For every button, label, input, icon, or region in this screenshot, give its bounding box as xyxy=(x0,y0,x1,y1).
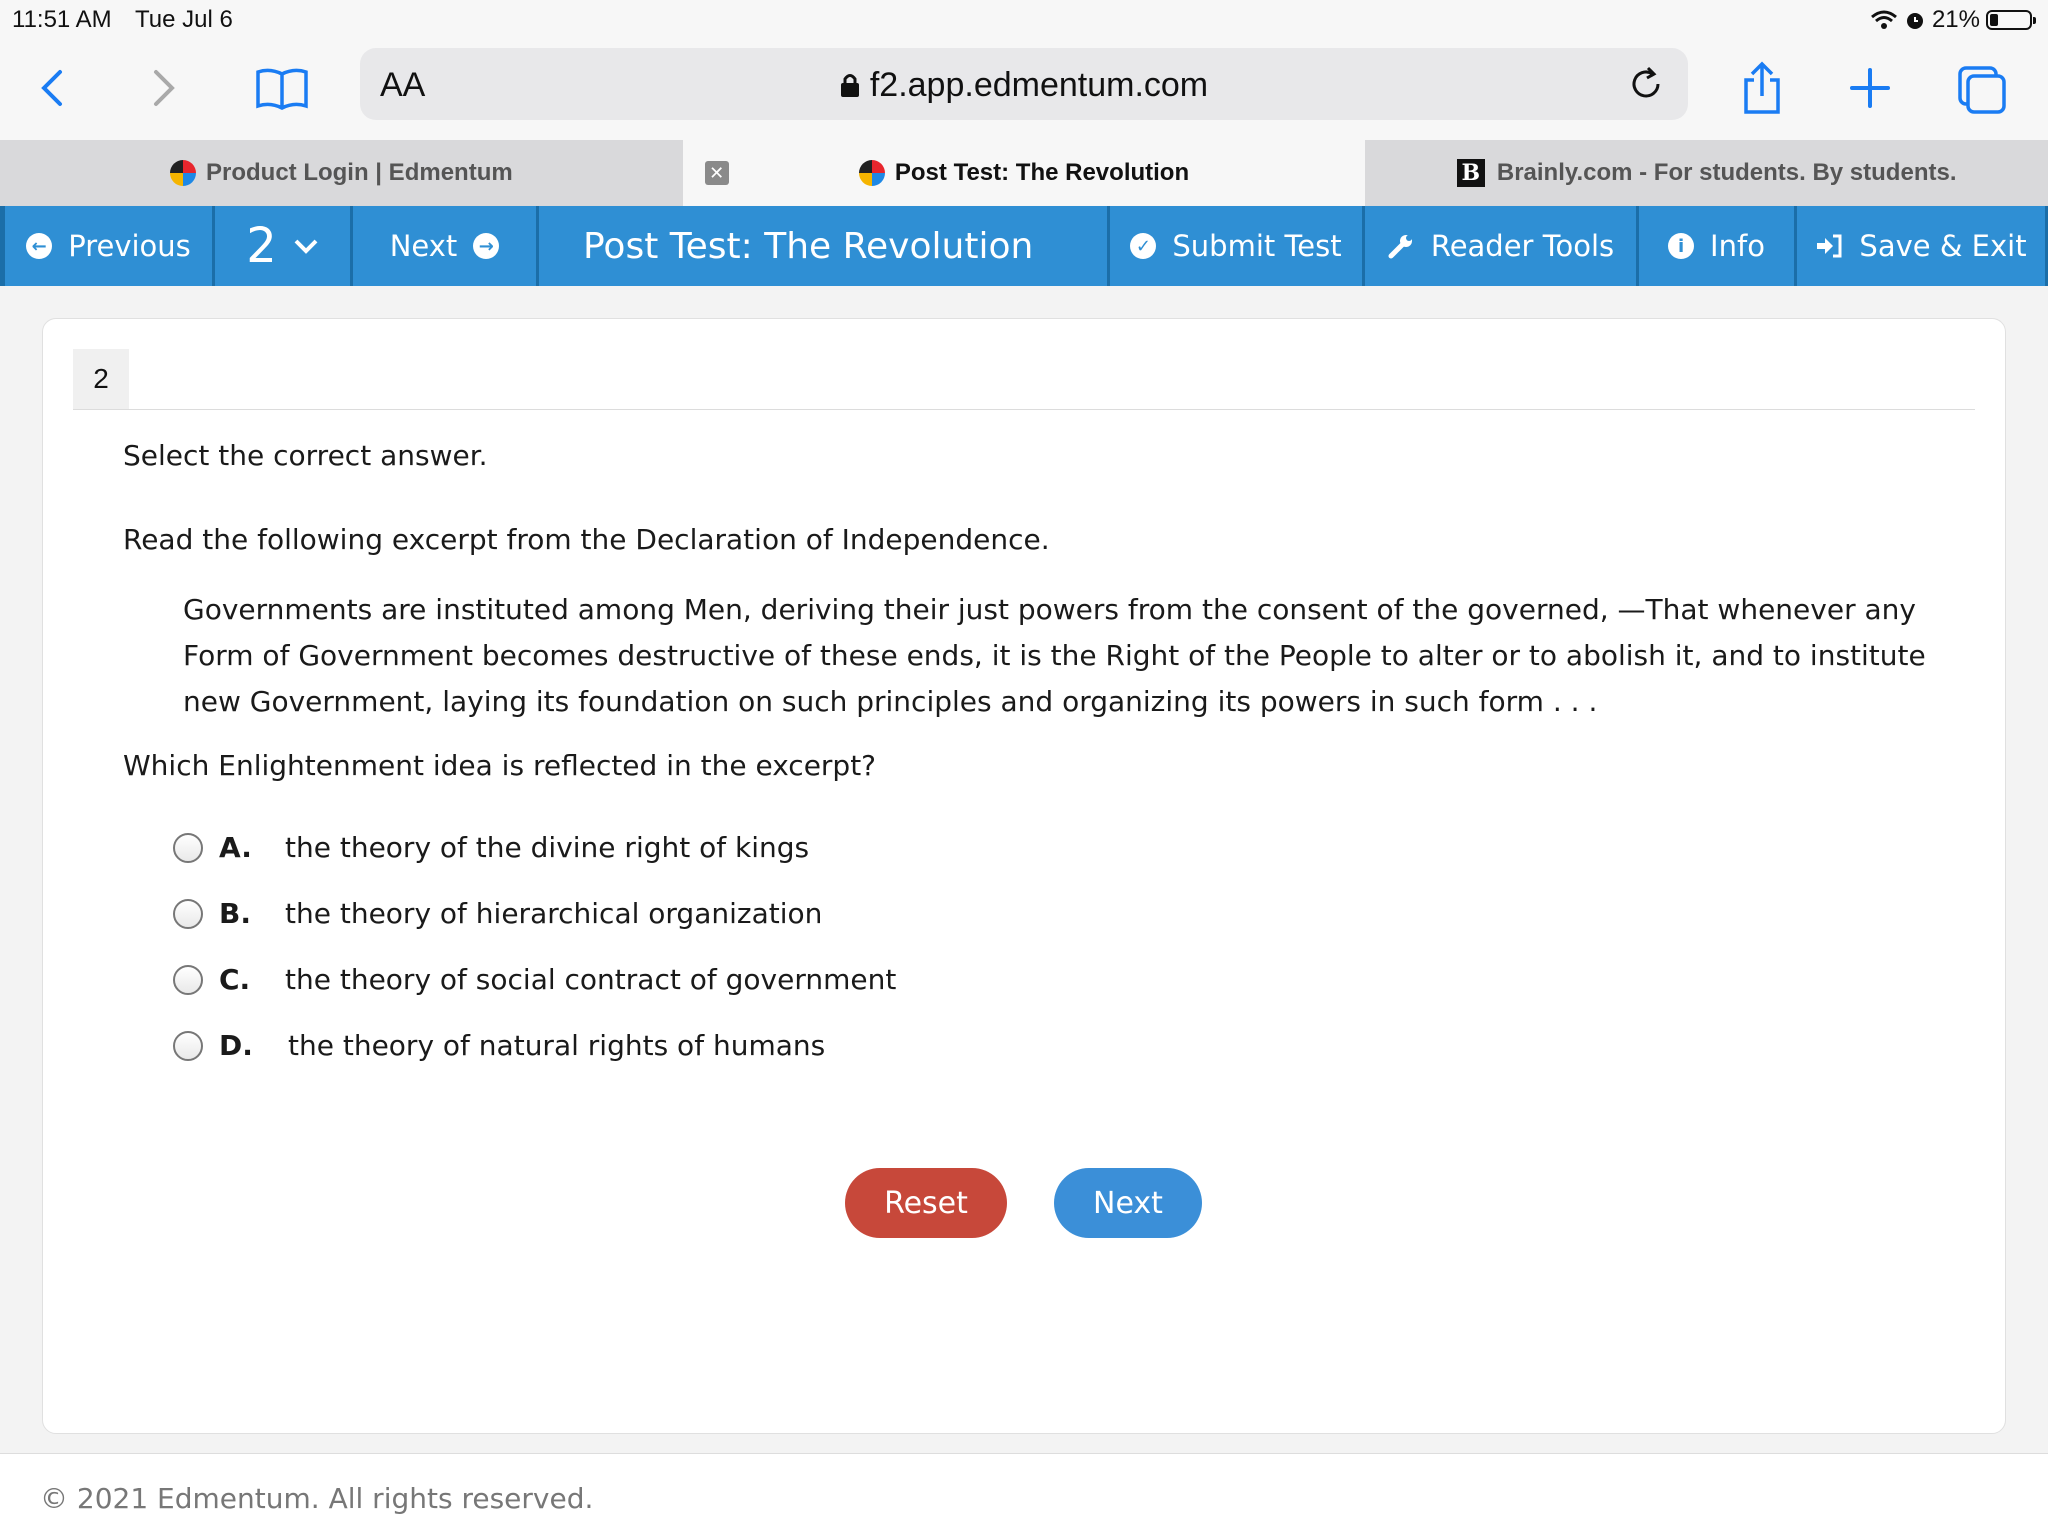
radio-button[interactable] xyxy=(173,965,203,995)
status-date: Tue Jul 6 xyxy=(135,6,233,33)
option-letter: C. xyxy=(219,963,251,996)
option-letter: B. xyxy=(219,897,251,930)
option-text[interactable]: the theory of natural rights of humans xyxy=(288,1029,826,1062)
url-text[interactable] xyxy=(360,66,1688,105)
tab-brainly[interactable] xyxy=(1365,140,2048,206)
question-selector[interactable] xyxy=(215,206,353,286)
edmentum-favicon-icon xyxy=(859,160,885,186)
option-letter: A. xyxy=(219,831,252,864)
answer-option-a[interactable] xyxy=(173,831,809,864)
divider xyxy=(73,409,1975,410)
question-stem: Which Enlightenment idea is reflected in the excerpt? xyxy=(123,749,877,782)
radio-button[interactable] xyxy=(173,833,203,863)
status-bar xyxy=(0,0,2048,40)
info-label: Info xyxy=(1710,229,1765,263)
option-text[interactable]: the theory of social contract of government xyxy=(285,963,897,996)
alarm-icon xyxy=(1904,9,1926,31)
tab-label: Brainly.com - For students. By students. xyxy=(1496,159,1957,186)
back-icon[interactable] xyxy=(24,58,84,118)
submit-label: Submit Test xyxy=(1172,229,1342,263)
close-tab-icon[interactable]: ✕ xyxy=(705,161,729,185)
instruction-text: Select the correct answer. xyxy=(123,439,488,472)
tab-label: Product Login | Edmentum xyxy=(205,159,513,186)
prompt-text: Read the following excerpt from the Declaration of Independence. xyxy=(123,523,1050,556)
question-number-badge: 2 xyxy=(73,349,129,409)
status-time: 11:51 AM xyxy=(12,6,112,33)
previous-label: Previous xyxy=(68,229,191,263)
answer-option-b[interactable] xyxy=(173,897,822,930)
new-tab-icon[interactable] xyxy=(1840,58,1900,118)
previous-button[interactable] xyxy=(0,206,215,286)
check-circle-icon: ✓ xyxy=(1130,233,1156,259)
info-button[interactable] xyxy=(1639,206,1797,286)
bookmarks-icon[interactable] xyxy=(252,58,312,118)
option-text[interactable]: the theory of hierarchical organization xyxy=(285,897,823,930)
wifi-icon xyxy=(1870,9,1898,31)
lock-icon xyxy=(840,72,860,98)
reader-tools-label: Reader Tools xyxy=(1430,229,1615,263)
next-label: Next xyxy=(389,229,458,263)
next-button[interactable]: Next xyxy=(1054,1168,1202,1238)
share-icon[interactable] xyxy=(1732,58,1792,118)
chevron-down-icon xyxy=(293,237,319,255)
url-value: f2.app.edmentum.com xyxy=(869,66,1209,104)
page-title: Post Test: The Revolution xyxy=(583,225,1034,267)
tab-bar xyxy=(0,140,2048,206)
answer-option-d[interactable] xyxy=(173,1029,825,1062)
submit-test-button[interactable] xyxy=(1110,206,1365,286)
radio-button[interactable] xyxy=(173,1031,203,1061)
copyright-text: © 2021 Edmentum. All rights reserved. xyxy=(40,1482,594,1515)
address-bar[interactable] xyxy=(360,48,1688,120)
save-exit-label: Save & Exit xyxy=(1859,229,2027,263)
option-letter: D. xyxy=(219,1029,253,1062)
footer xyxy=(0,1453,2048,1537)
browser-toolbar xyxy=(0,40,2048,140)
option-text[interactable]: the theory of the divine right of kings xyxy=(285,831,810,864)
wrench-icon xyxy=(1387,232,1415,260)
tabs-overview-icon[interactable] xyxy=(1952,58,2012,118)
radio-button[interactable] xyxy=(173,899,203,929)
reload-icon[interactable] xyxy=(1626,64,1666,104)
info-icon: i xyxy=(1668,233,1694,259)
answer-option-c[interactable] xyxy=(173,963,896,996)
question-selector-number: 2 xyxy=(246,218,277,274)
battery-percent: 21% xyxy=(1931,6,1980,33)
excerpt-text: Governments are instituted among Men, deriving their just powers from the consent of the governed, —That whenever any Form of Government becomes destructive of these ends, it is the Right of the People to alter or to abolish it, and to institute new Government, laying its foundation on such principles and organizing its powers in such form . . . xyxy=(183,593,1926,718)
forward-icon[interactable] xyxy=(132,58,192,118)
arrow-left-icon: ← xyxy=(26,233,52,259)
arrow-right-icon: → xyxy=(473,233,499,259)
status-indicators xyxy=(1870,6,2032,34)
save-exit-button[interactable] xyxy=(1797,206,2048,286)
reader-tools-button[interactable] xyxy=(1365,206,1639,286)
sign-out-icon xyxy=(1815,233,1843,259)
question-card xyxy=(42,318,2006,1434)
test-title xyxy=(539,206,1110,286)
reset-button[interactable]: Reset xyxy=(845,1168,1007,1238)
tab-product-login[interactable] xyxy=(0,140,683,206)
test-header-bar xyxy=(0,206,2048,286)
tab-label: Post Test: The Revolution xyxy=(894,159,1190,186)
edmentum-favicon-icon xyxy=(170,160,196,186)
battery-icon xyxy=(1986,10,2032,30)
next-header-button[interactable] xyxy=(353,206,539,286)
reader-text-size-button[interactable]: AA xyxy=(380,66,426,104)
brainly-favicon-icon: B xyxy=(1457,159,1485,187)
tab-post-test[interactable] xyxy=(683,140,1366,206)
